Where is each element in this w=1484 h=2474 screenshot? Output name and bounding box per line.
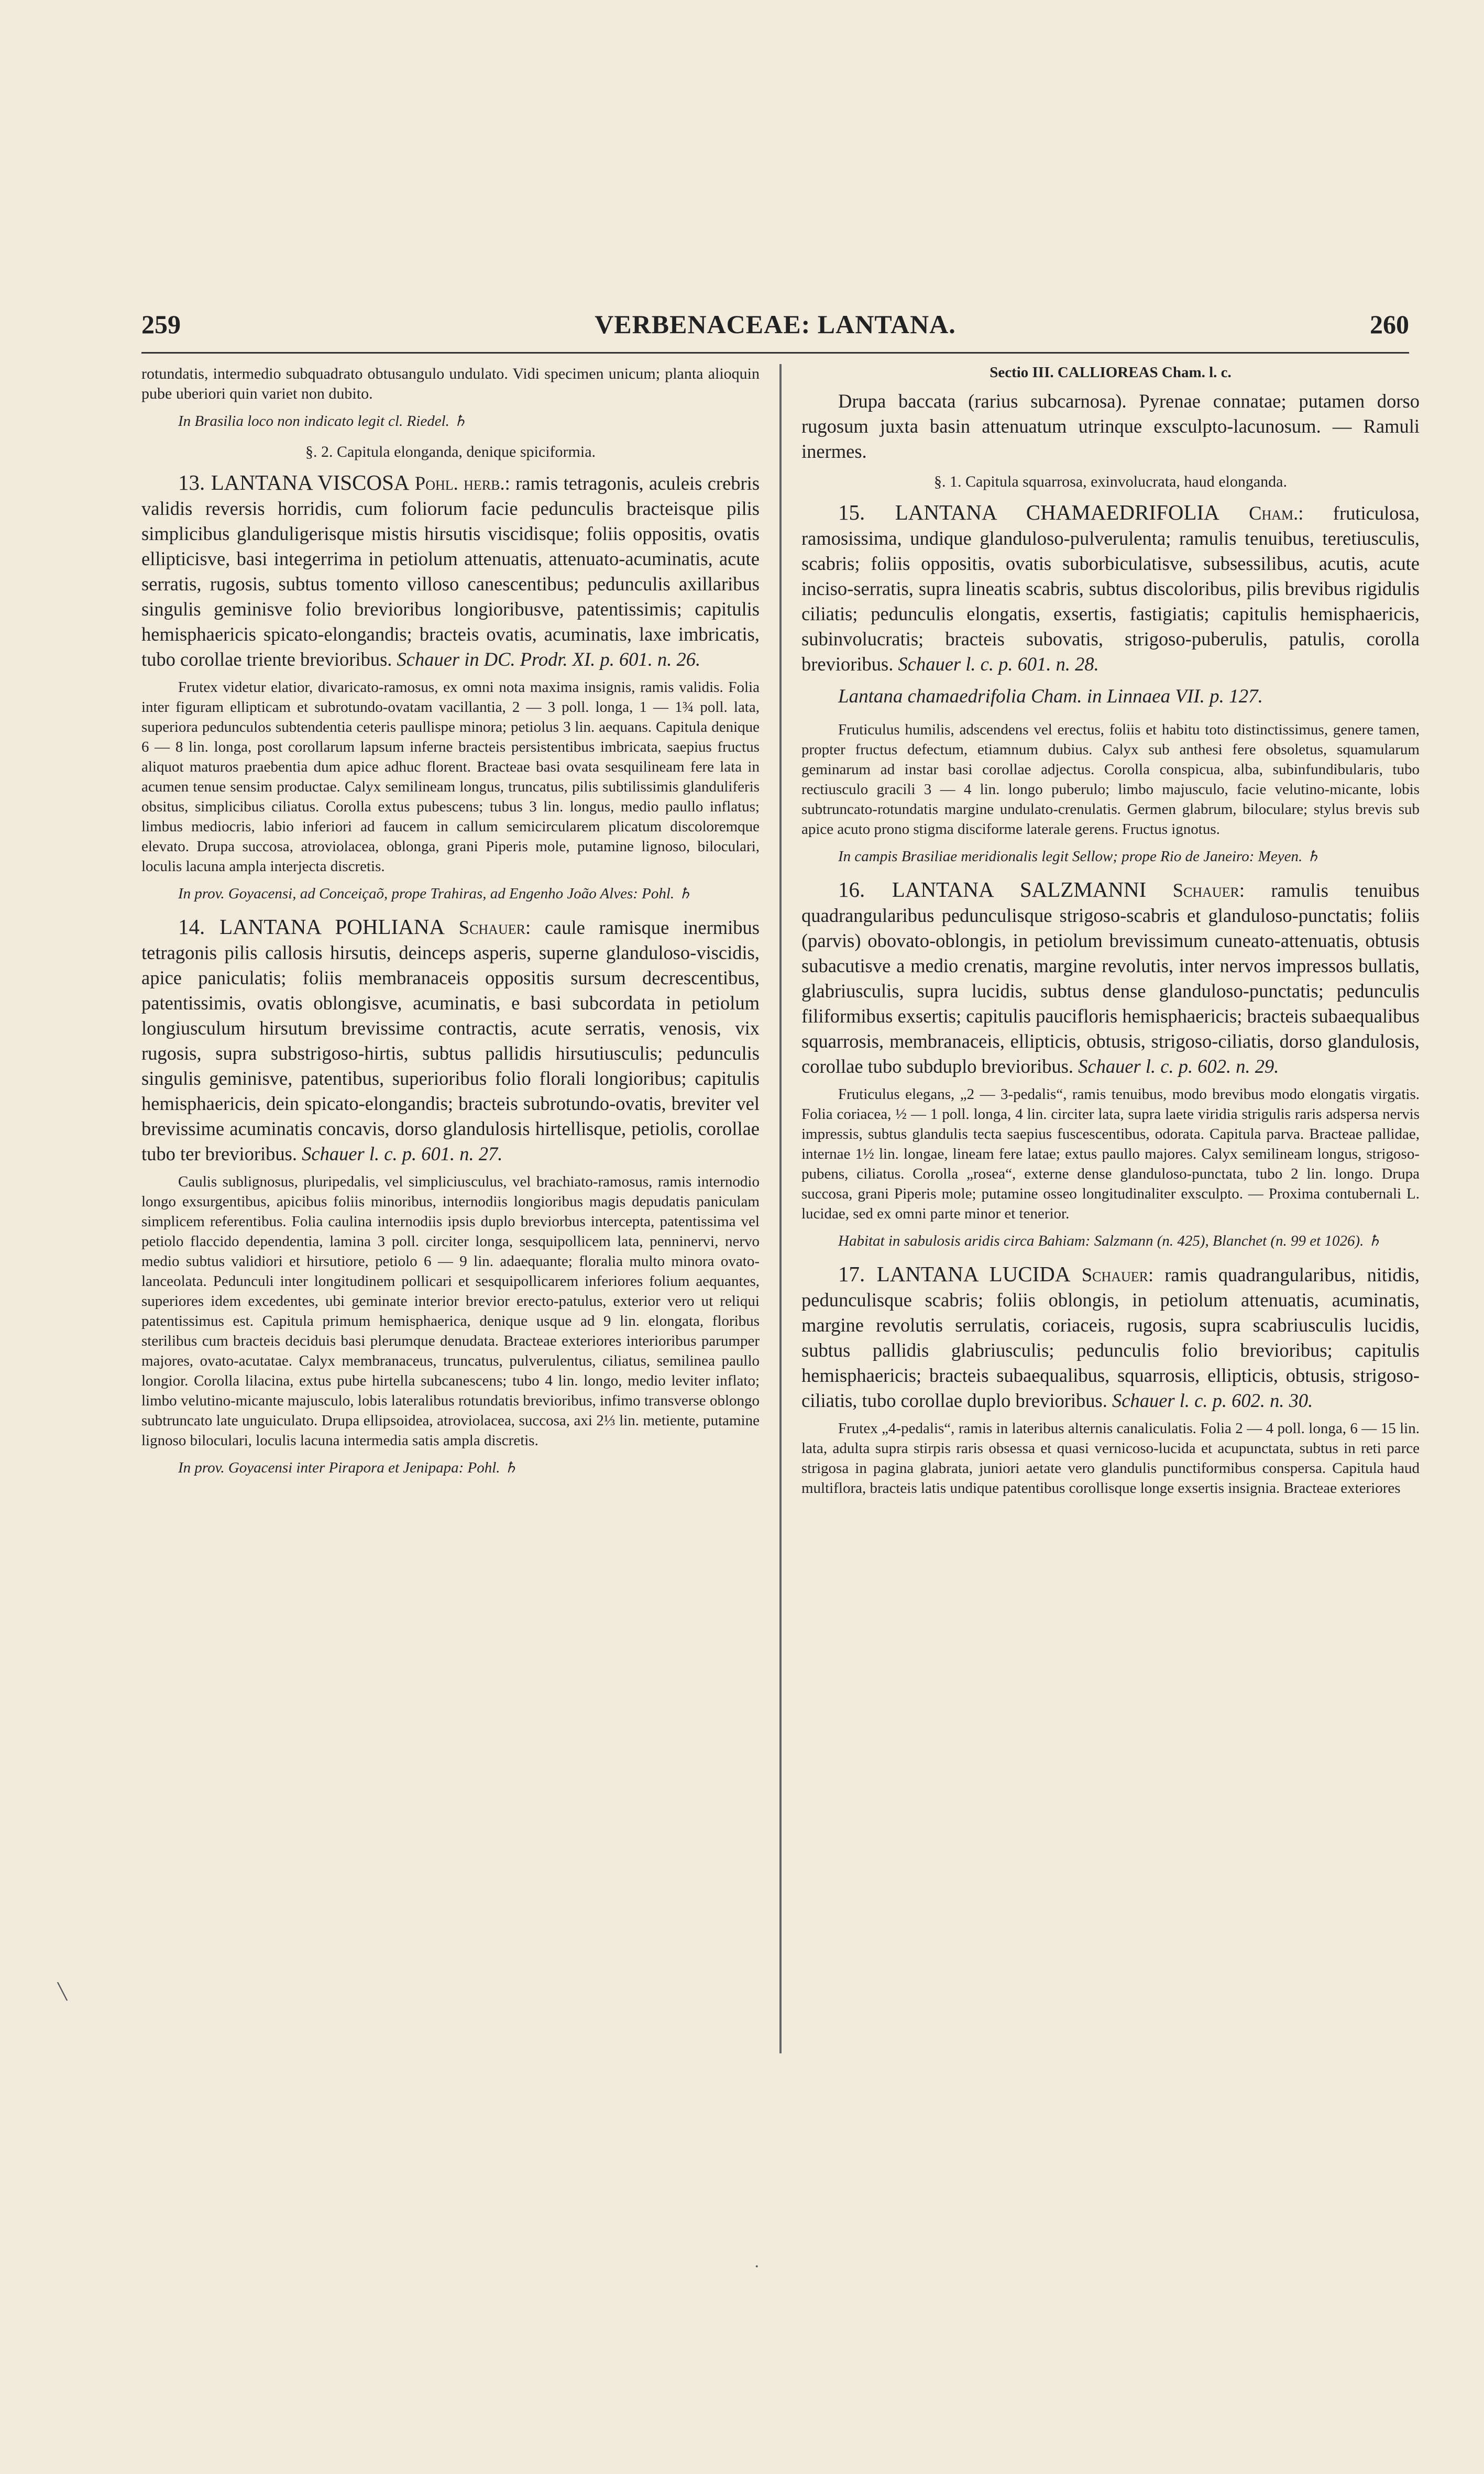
locality-note: In Brasilia loco non indicato legit cl. Riedel. ♄ [178,413,467,430]
species-15-synonym: Lantana chamaedrifolia Cham. in Linnaea VII. p. 127. [838,686,1263,707]
species-16-locality: Habitat in sabulosis aridis circa Bahiam: Salzmann (n. 425), Blanchet (n. 99 et 1026). ♄ [838,1233,1381,1249]
species-16-name: 16. LANTANA SALZMANNI [838,877,1147,901]
species-14-diagnosis: caule ramisque inermibus tetragonis pilis callosis hirsutis, deinceps asperis, superne glanduloso-viscidis, apice paniculatis; foliis membranaceis oppositis sursum decrescentibus, patentissimis, ovatis oblongisve, acuminatis, e basi subcordata in petiolum longiusculum hirsutum brevissime contractis, acute serratis, venosis, vix rugosis, supra substrigoso-hirtis, subtus pallidis hirsutiusculis; pedunculis singulis geminisve, patentibus, superioribus folio florali longioribus; capitulis hemisphaericis, dein spicato-elongandis; bracteis subrotundo-ovatis, breviter vel brevissime acuminatis concavis, dorso glandulosis hirtellisque, petiolis, corollae tubo ter brevioribus. [141,917,760,1164]
species-14-name: 14. LANTANA POHLIANA [178,915,445,939]
species-14-locality: In prov. Goyacensi inter Pirapora et Jenipapa: Pohl. ♄ [178,1459,518,1476]
species-17-diagnosis: ramis quadrangularibus, nitidis, pedunculisque scabris; foliis oblongis, in petiolum attenuatis, acuminatis, margine revolutis serrulatis, coriaceis, rugosis, supra scabriusculis lucidis, subtus pallidis glabriusculis; pedunculis folio brevioribus; capitulis hemisphaericis; bracteis subaequalibus, squarrosis, ellipticis, obtusis, strigoso-ciliatis, tubo corollae duplo brevioribus. [801,1264,1420,1411]
section-heading: §. 2. Capitula elonganda, denique spiciformia. [305,443,596,460]
species-16-diagnosis: ramulis tenuibus quadrangularibus pedunculisque strigoso-scabris et glanduloso-punctatis; foliis (parvis) obovato-oblongis, in petiolum brevissimum cuneato-attenuatis, obtusis subacutisve a medio crenatis, margine revolutis, inter nervos impressos bullatis, glabriusculis, supra lucidis, subtus dense glanduloso-punctatis; pedunculis filiformibus exsertis; capitulis paucifloris hemisphaericis; bracteis subaequalibus squarrosis, membranaceis, ellipticis, obtusis, strigoso-ciliatis, dorso glandulosis, corollae tubo subduplo brevioribus. [801,879,1420,1077]
column-divider [779,364,782,2053]
right-column [801,364,1420,1505]
species-17-citation: Schauer l. c. p. 602. n. 30. [1112,1390,1313,1411]
species-17-description [801,1261,1420,1413]
species-14-notes: Caulis sublignosus, pluripedalis, vel simpliciusculus, vel brachiato-ramosus, ramis internodio longo exsurgentibus, apicibus foliis minoribus, internodiis longioribus magis depudatis paniculam simplicem referentibus. Folia caulina internodiis ipsis duplo breviorbus intercepta, patentissima vel petiolo flaccido dependentia, lamina 3 poll. circiter longa, sesquipollicem lata, penninervi, nervo medio subtus validiori et hirsutiore, petiolo 6 — 9 lin. adaequante; floralia multo minora ovato-lanceolata. Pedunculi inter longitudinem pollicari et sesquipollicarem inferiores folium aequantes, superiores idem excedentes, ubi geminate interior brevior erecto-patulus, exterior vero ut reliqui patentissimus est. Capitula primum hemisphaerica, denique usque ad 9 lin. elongata, floribus sterilibus cum bracteis deciduis basi plerumque denudata. Bracteae exteriores interioribus parumper majores, ovato-acutatae. Calyx membranaceus, truncatus, pulverulentus, ciliatus, semilinea paullo longior. Corolla lilacina, extus pube hirtella subcanescens; tubo 4 lin. longo, medio leviter inflato; limbo velutino-micante majusculo, lobis lateralibus rotundatis brevioribus, infimo transverse oblongo subtruncato late unguiculato. Drupa ellipsoidea, atroviolacea, succosa, axi 2⅓ lin. metiente, putamine lignoso biloculari, loculis lacuna intermedia satis ampla discretis. [141,1173,760,1449]
section-3-heading: Sectio III. CALLIOREAS Cham. l. c. [990,364,1232,381]
continued-text: rotundatis, intermedio subquadrato obtusangulo undulato. Vidi specimen unicum; planta alioquin pube uberiori quin variet non dubito. [141,365,760,402]
subsection-heading: §. 1. Capitula squarrosa, exinvolucrata, haud elonganda. [934,473,1287,490]
page-number-left: 259 [141,310,181,339]
running-title: VERBENACEAE: LANTANA. [595,310,956,339]
species-16-description [801,877,1420,1079]
species-13-author: Pohl. herb.: [414,472,510,494]
species-17-notes: Frutex „4-pedalis“, ramis in lateribus alternis canaliculatis. Folia 2 — 4 poll. longa, 6 — 15 lin. lata, adulta supra stirpis raris obsessa et quasi vernicoso-lucida et acupunctata, subtus in reti parce strigosa in pagina glabrata, juniori aetate vero glandulis punctiformibus conspersa. Capitula haud multiflora, bracteis latis undique patentibus corollisque longe exsertis insignia. Bracteae exteriores [801,1420,1420,1497]
species-15-diagnosis: fruticulosa, ramosissima, undique glanduloso-pulverulenta; ramulis tenuibus, teretiusculis, scabris; foliis oppositis, ovatis suborbiculatisve, subsessilibus, acutis, acute inciso-serratis, supra lineatis scabris, subtus discoloribus, pilis brevibus rigidulis ciliatis; pedunculis elongatis, exsertis, fastigiatis; capitulis hemisphaericis, subinvolucratis; bracteis subovatis, strigoso-puberulis, patulis, corolla brevioribus. [801,502,1420,675]
species-16-notes: Fruticulus elegans, „2 — 3-pedalis“, ramis tenuibus, modo brevibus modo elongatis virgatis. Folia coriacea, ½ — 1 poll. longa, 4 lin. circiter lata, supra laete viridia strigulis raris adspersa nervis impressis, subtus glandulis tecta saepius fuscescentibus, odorata. Capitula parva. Bracteae pallidae, internae 1½ lin. longae, lineam fere latae; extus paullo majores. Calyx semilineam longus, strigoso-pubens, ciliatus. Corolla „rosea“, externe dense glanduloso-punctata, tubo 2 lin. longo. Drupa succosa, grani Piperis mole; putamine osseo longitudinaliter exsculpto. — Proxima contubernali L. lucidae, sed ex omni parte minor et tenerior. [801,1086,1420,1222]
species-17-name: 17. LANTANA LUCIDA [838,1262,1071,1286]
species-15-author: Cham.: [1249,502,1304,524]
species-13-locality: In prov. Goyacensi, ad Conceiçaõ, prope Trahiras, ad Engenho João Alves: Pohl. ♄ [178,885,692,902]
stray-mark: ╲ [58,1983,68,2001]
species-15-locality: In campis Brasiliae meridionalis legit Sellow; prope Rio de Janeiro: Meyen. ♄ [838,848,1320,865]
species-15-citation: Schauer l. c. p. 601. n. 28. [898,653,1099,675]
header-rule [141,352,1409,354]
species-13-diagnosis: ramis tetragonis, aculeis crebris validis reversis horridis, cum foliorum facie pedunculis bracteisque pilis simplicibus glanduligerisque mistis hirsutis viscidisque; foliis oppositis, ovatis ellipticisve, basi integerrima in petiolum attenuatis, attenuato-acuminatis, acute serratis, rugosis, subtus tomento villoso canescentibus; pedunculis axillaribus singulis geminisve folio brevioribus longioribusve, patentissimis; capitulis hemisphaericis spicato-elongandis; bracteis ovatis, acuminatis, laxe imbricatis, tubo corollae triente brevioribus. [141,472,760,670]
species-13-description [141,470,760,672]
left-column [141,364,760,1488]
species-15-notes: Fruticulus humilis, adscendens vel erectus, foliis et habitu toto distinctissimus, genere tamen, propter fructus defectum, etiamnum dubius. Calyx sub anthesi fere obsoletus, squamularum geminarum ad instar basi corollae adjectus. Corolla conspicua, alba, subinfundibularis, tubo rectiusculo gracili 3 — 4 lin. longo puberulo; limbo majusculo, facie velutino-micante, lobis subtruncato-rotundatis margine undulato-crenulatis. Germen glabrum, biloculare; stylus brevis sub apice acuto prono stigma disciforme laterale gerens. Fructus ignotus. [801,721,1420,838]
species-16-author: Schauer: [1172,879,1245,901]
species-14-citation: Schauer l. c. p. 601. n. 27. [302,1143,503,1164]
species-17-author: Schauer: [1081,1264,1154,1285]
page-header [141,309,1409,351]
species-14-author: Schauer: [458,917,531,938]
stray-dot: · [754,2258,760,2276]
species-14-description [141,914,760,1167]
page-number-right: 260 [1370,310,1409,339]
species-13-citation: Schauer in DC. Prodr. XI. p. 601. n. 26. [397,648,701,670]
species-13-notes: Frutex videtur elatior, divaricato-ramosus, ex omni nota maxima insignis, ramis validis. Folia inter figuram ellipticam et subrotundo-ovatam vacillantia, 2 — 3 poll. longa, 1 — 1¾ poll. lata, superiora pedunculos subtendentia ceteris paullispe minora; petiolus 3 lin. aequans. Capitula denique 6 — 8 lin. longa, post corollarum lapsum inferne bracteis persistentibus imbricata, saepius fructus aliquot maturos praebentia dum apice adhuc florent. Bracteae basi ovata sesquilineam fere lata in acumen tenue sensim productae. Calyx semilineam longus, truncatus, pilis subtilissimis glanduliferis obsitus, simplicibus ciliatus. Corolla extus pubescens; tubus 3 lin. longus, medio paullo inflatus; limbus mediocris, labio inferiori ad faucem in callum semicircularem plicatum discoloremque elevato. Drupa succosa, atroviolacea, oblonga, grani Piperis mole, putamine lignoso, biloculari, loculis lacuna ampla interjecta discretis. [141,679,760,875]
species-16-citation: Schauer l. c. p. 602. n. 29. [1078,1055,1279,1077]
species-13-name: 13. LANTANA VISCOSA [178,470,410,494]
section-3-description: Drupa baccata (rarius subcarnosa). Pyrenae connatae; putamen dorso rugosum juxta basin attenuatum utrinque exsculpto-lacunosum. — Ramuli inermes. [801,390,1420,462]
species-15-name: 15. LANTANA CHAMAEDRIFOLIA [838,500,1219,524]
species-15-description [801,500,1420,677]
